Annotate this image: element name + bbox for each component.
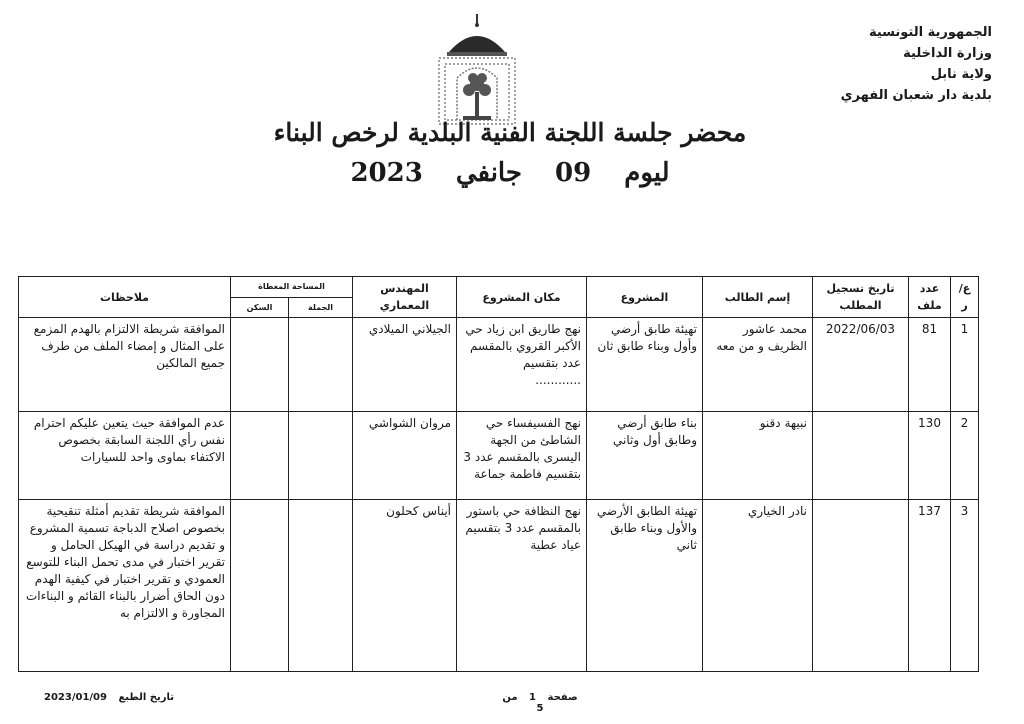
header-location: مكان المشروع: [457, 277, 587, 318]
row-location-text: نهج طاريق ابن زياد حي الأكبر القروي بالمقسم عدد بتقسيم: [465, 322, 581, 370]
row-location: [457, 318, 587, 412]
row-serial: 3: [951, 500, 979, 672]
row-project: تهيئة طابق أرضي وأول وبناء طابق ثان: [587, 318, 703, 412]
republic-name: الجمهورية التونسية: [868, 25, 992, 40]
administrative-header: [762, 22, 992, 106]
table-row: [19, 412, 979, 500]
session-date: [300, 158, 720, 188]
row-request-date: 2022/06/03: [813, 318, 909, 412]
print-date-value: 2023/01/09: [44, 692, 107, 703]
header-remarks: ملاحظات: [19, 277, 231, 318]
header-serial: ع/ر: [951, 277, 979, 318]
header-applicant: إسم الطالب: [703, 277, 813, 318]
header-project: المشروع: [587, 277, 703, 318]
row-area-total: [289, 500, 353, 672]
municipal-emblem-icon: [433, 14, 521, 130]
page-current: 1: [529, 692, 537, 703]
row-area-housing: [231, 318, 289, 412]
page-label: صفحة: [547, 692, 578, 703]
header-area-housing: السكن: [231, 297, 289, 318]
row-area-total: [289, 318, 353, 412]
row-location: نهج النظافة حي باستور بالمقسم عدد 3 بتقسيم عياد عطية: [457, 500, 587, 672]
header-file-number: عدد ملف: [909, 277, 951, 318]
row-location-extra: ............: [535, 373, 581, 387]
row-area-total: [289, 412, 353, 500]
date-prefix: ليوم: [624, 158, 670, 188]
row-project: تهيئة الطابق الأرضي والأول وبناء طابق ثاني: [587, 500, 703, 672]
governorate-name: ولاية نابل: [930, 67, 992, 82]
page-total: 5: [536, 703, 544, 714]
date-year: 2023: [350, 158, 423, 188]
header-area-total: الجملة: [289, 297, 353, 318]
page-of: من: [502, 692, 518, 703]
row-file-number: 130: [909, 412, 951, 500]
row-request-date: [813, 412, 909, 500]
table-row: [19, 318, 979, 412]
date-day: 09: [555, 158, 592, 188]
row-remarks: الموافقة شريطة الالتزام بالهدم المزمع على المثال و إمضاء الملف من طرف جميع المالكين: [19, 318, 231, 412]
row-project: بناء طابق أرضي وطابق أول وثاني: [587, 412, 703, 500]
page-footer: [0, 692, 1024, 712]
row-area-housing: [231, 412, 289, 500]
municipality-name: بلدية دار شعبان الفهري: [840, 88, 992, 103]
row-architect: الجيلاني الميلادي: [353, 318, 457, 412]
row-request-date: [813, 500, 909, 672]
row-applicant: محمد عاشور الظريف و من معه: [703, 318, 813, 412]
date-month: جانفي: [455, 158, 522, 188]
document-title: محضر جلسة اللجنة الفنية البلدية لرخص البناء: [273, 118, 747, 147]
row-applicant: نبيهة دقنو: [703, 412, 813, 500]
row-serial: 2: [951, 412, 979, 500]
header-covered-area: المساحة المغطاة: [231, 277, 353, 298]
row-serial: 1: [951, 318, 979, 412]
row-remarks: الموافقة شريطة تقديم أمثلة تنقيحية بخصوص اصلاح الدباجة تسمية المشروع و تقديم دراسة في الهيكل الحامل و تقرير اختبار في مدى تحمل البناء للتوسع العمودي و تقرير اختبار في كيفية الهدم دون الحاق أضرار بالبناء القائم و البناءات المجاورة و الالتزام به: [19, 500, 231, 672]
header-request-date: تاريخ تسجيل المطلب: [813, 277, 909, 318]
table-row: [19, 500, 979, 672]
header-architect: المهندس المعماري: [353, 277, 457, 318]
row-area-housing: [231, 500, 289, 672]
row-location: نهج الفسيفساء حي الشاطئ من الجهة اليسرى بالمقسم عدد 3 بتقسيم فاطمة جماعة: [457, 412, 587, 500]
page-number-block: [495, 692, 585, 714]
row-remarks: عدم الموافقة حيث يتعين عليكم احترام نفس رأي اللجنة السابقة بخصوص الاكتفاء بماوى واحد للسيارات: [19, 412, 231, 500]
row-architect: مروان الشواشي: [353, 412, 457, 500]
print-date-label: تاريخ الطبع: [118, 692, 174, 703]
row-file-number: 137: [909, 500, 951, 672]
ministry-name: وزارة الداخلية: [903, 46, 992, 61]
row-applicant: نادر الخياري: [703, 500, 813, 672]
row-file-number: 81: [909, 318, 951, 412]
print-date-block: [40, 692, 180, 703]
permits-table: [18, 276, 979, 672]
row-architect: أيناس كحلون: [353, 500, 457, 672]
